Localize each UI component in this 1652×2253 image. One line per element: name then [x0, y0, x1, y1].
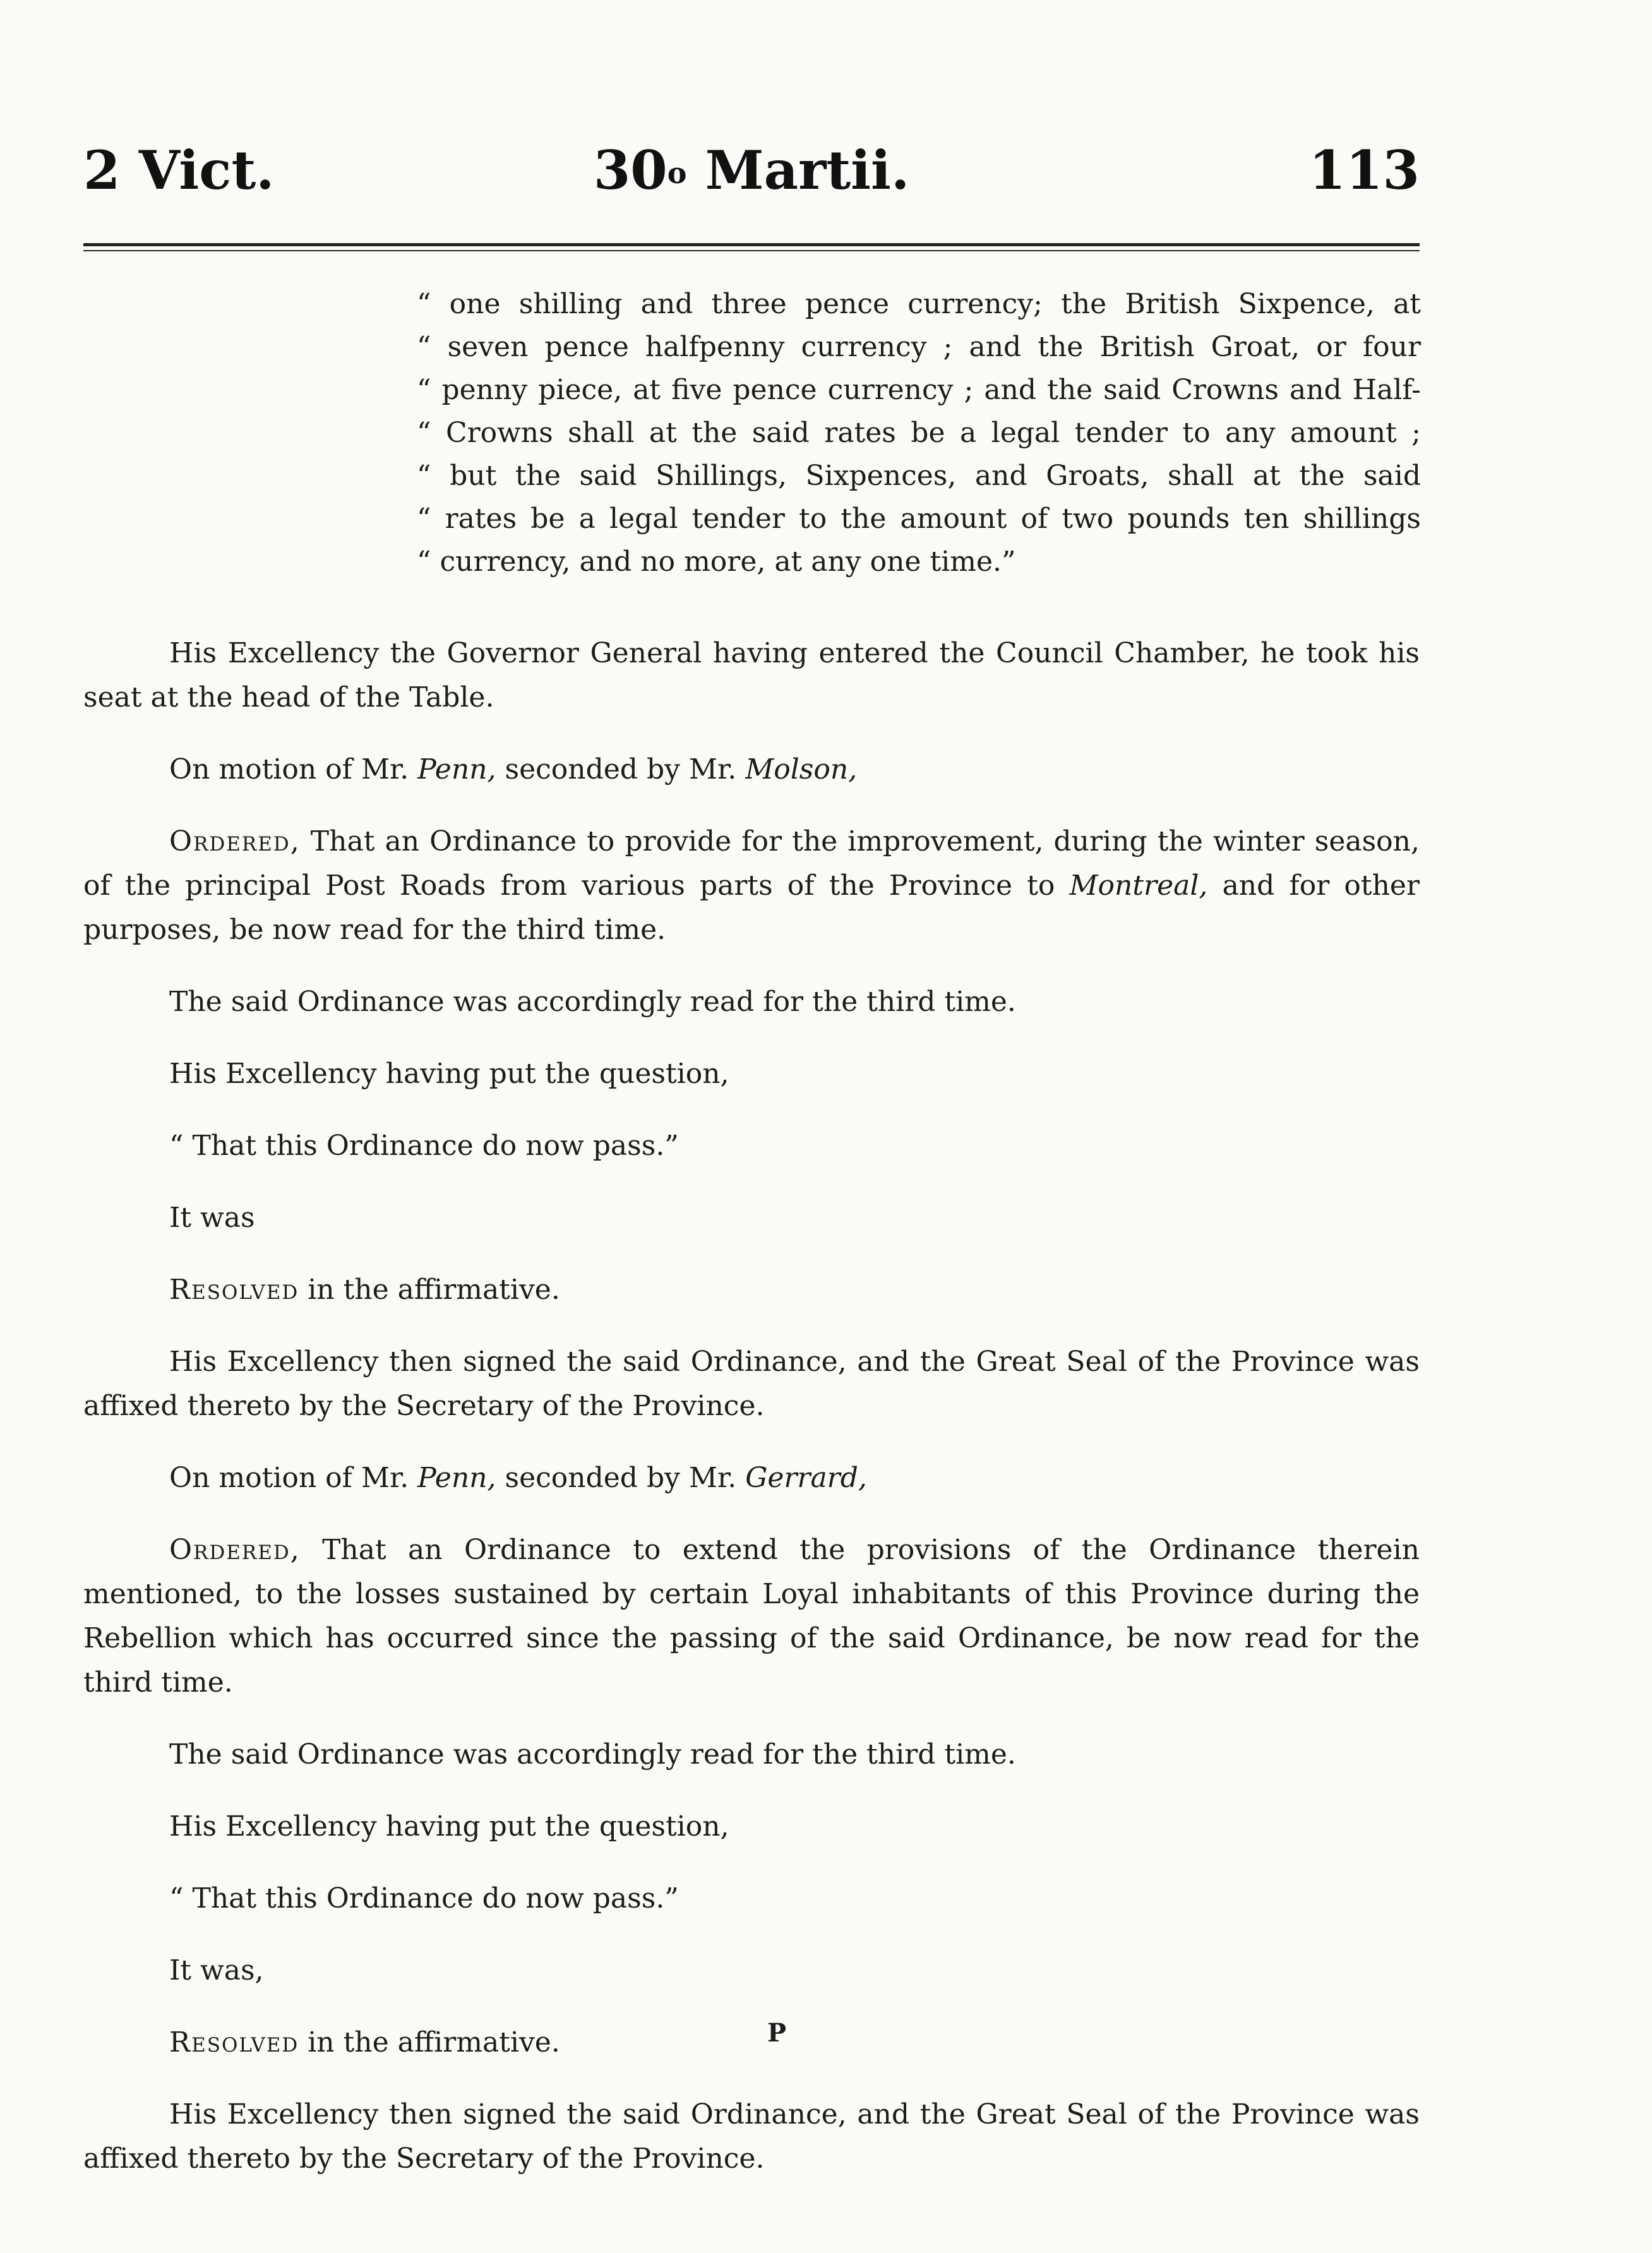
session-date: [83, 139, 1420, 202]
paragraph-question-1: His Excellency having put the question,: [169, 1058, 729, 1090]
resolved-lead: Resolved: [169, 1274, 299, 1306]
motion-text: On motion of Mr.: [169, 753, 418, 786]
date-number: 30: [593, 139, 667, 201]
header-rule-thick: [83, 243, 1420, 246]
ordered-text: and for other purposes, be now read for the third time.: [83, 870, 1420, 946]
seconder-name: Gerrard,: [745, 1462, 867, 1494]
date-suffix: o: [667, 156, 687, 190]
page-number: 113: [1308, 139, 1420, 201]
paragraph-signed-2: His Excellency then signed the said Ordinance, and the Great Seal of the Province was affixed thereto by the Secretary of the Province.: [83, 2098, 1420, 2175]
mover-name: Penn,: [417, 753, 496, 786]
motion-text: seconded by Mr.: [496, 1462, 746, 1494]
place-name: Montreal,: [1069, 870, 1208, 902]
ordered-text: That an Ordinance to extend the provisions of the Ordinance therein mentioned, to the losses sustained by certain Loyal inhabitants of this Province during the Rebellion which has occurred since the passing of the said Ordinance, be now read for the third time.: [83, 1534, 1420, 1699]
motion-text: seconded by Mr.: [496, 753, 746, 786]
quote-line: “ rates be a legal tender to the amount of two pounds ten shillings: [417, 503, 1421, 535]
paragraph-motion-1: [83, 748, 1420, 792]
ordered-lead: Ordered,: [169, 825, 301, 858]
paragraph-ordered-2: [83, 1528, 1420, 1705]
paragraph-resolved-2: [83, 2021, 1420, 2065]
quote-line: “ Crowns shall at the said rates be a legal tender to any amount ;: [417, 417, 1421, 449]
paragraph-ordered-1: [83, 820, 1420, 952]
quoted-provision: [417, 283, 1421, 583]
paragraph-question-2: His Excellency having put the question,: [169, 1810, 729, 1843]
paragraph-pass-1: “ That this Ordinance do now pass.”: [169, 1130, 679, 1162]
paragraph-governor-entered: His Excellency the Governor General having entered the Council Chamber, he took his seat at the head of the Table.: [83, 637, 1420, 714]
header-rule-thin: [83, 250, 1420, 251]
seconder-name: Molson,: [745, 753, 858, 786]
motion-text: On motion of Mr.: [169, 1462, 418, 1494]
mover-name: Penn,: [417, 1462, 496, 1494]
paragraph-read-2: The said Ordinance was accordingly read for the third time.: [169, 1738, 1016, 1771]
signature-mark: P: [767, 2018, 787, 2048]
paragraph-resolved-1: [83, 1268, 1420, 1312]
quote-line: “ seven pence halfpenny currency ; and the British Groat, or four: [417, 331, 1421, 363]
paragraph-motion-2: [83, 1456, 1420, 1500]
date-month: Martii.: [705, 139, 910, 201]
paragraph-it-was-1: It was: [169, 1202, 255, 1234]
paragraph-pass-2: “ That this Ordinance do now pass.”: [169, 1882, 679, 1915]
minutes-body: [83, 604, 1420, 2205]
ordered-text: That an Ordinance to provide for the improvement, during the winter season, of the principal Post Roads from various parts of the Province to: [83, 825, 1420, 902]
paragraph-read-1: The said Ordinance was accordingly read for the third time.: [169, 986, 1016, 1018]
resolved-text: in the affirmative.: [299, 1274, 560, 1306]
ordered-lead: Ordered,: [169, 1534, 301, 1566]
paragraph-it-was-2: It was,: [169, 1954, 264, 1987]
resolved-lead: Resolved: [169, 2026, 299, 2059]
quote-line: “ one shilling and three pence currency; the British Sixpence, at: [417, 288, 1421, 320]
page-header: [83, 139, 1420, 208]
regnal-year: 2 Vict.: [83, 139, 275, 201]
quote-line: “ penny piece, at five pence currency ; and the said Crowns and Half-: [417, 374, 1421, 406]
resolved-text: in the affirmative.: [299, 2026, 560, 2059]
quote-line: “ currency, and no more, at any one time.”: [417, 546, 1016, 578]
paragraph-signed-1: His Excellency then signed the said Ordinance, and the Great Seal of the Province was affixed thereto by the Secretary of the Province.: [83, 1346, 1420, 1422]
quote-line: “ but the said Shillings, Sixpences, and Groats, shall at the said: [417, 460, 1421, 492]
